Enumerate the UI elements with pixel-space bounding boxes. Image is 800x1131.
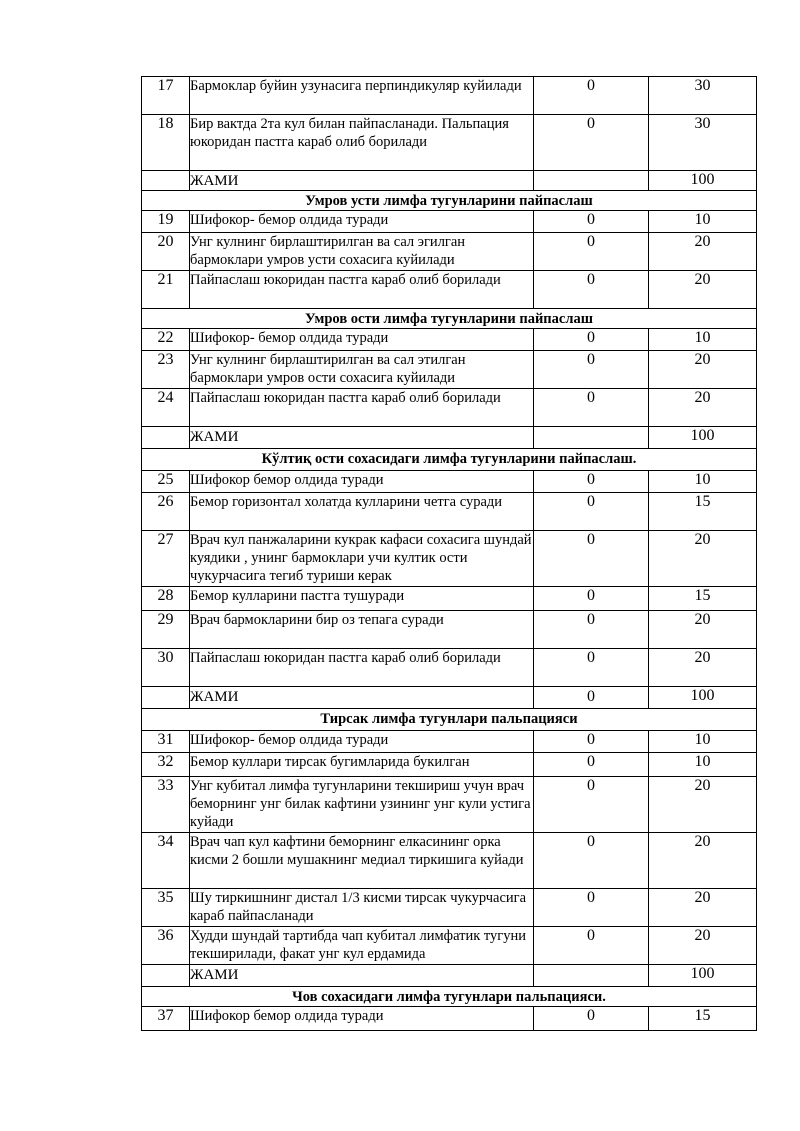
step-description: Врач чап кул кафтини беморнинг елкасининг орка кисми 2 бошли мушакнинг медиал тиркишига куйади [190,833,534,889]
step-description: Шифокор- бемор олдида туради [190,731,534,753]
row-number-cell: 31 [142,731,190,753]
max-score-cell: 20 [649,777,757,833]
table-row [142,233,757,271]
checklist-table [141,76,757,1031]
score-cell: 0 [534,271,649,309]
row-number-cell: 37 [142,1007,190,1031]
total-label: ЖАМИ [190,171,534,191]
max-score-cell: 10 [649,753,757,777]
max-score-cell: 10 [649,211,757,233]
row-number-cell: 33 [142,777,190,833]
table-row [142,611,757,649]
score-cell: 0 [534,77,649,115]
max-score-cell: 20 [649,833,757,889]
score-cell: 0 [534,211,649,233]
row-number-cell [142,965,190,987]
section-header-row [142,709,757,731]
table-row [142,351,757,389]
row-number-cell: 29 [142,611,190,649]
row-number-cell: 25 [142,471,190,493]
score-cell: 0 [534,471,649,493]
step-description: Врач бармокларини бир оз тепага суради [190,611,534,649]
max-score-cell: 100 [649,965,757,987]
row-number-cell: 24 [142,389,190,427]
max-score-cell: 20 [649,889,757,927]
max-score-cell: 10 [649,329,757,351]
table-row [142,77,757,115]
score-cell: 0 [534,649,649,687]
max-score-cell: 15 [649,1007,757,1031]
score-cell [534,427,649,449]
max-score-cell: 20 [649,351,757,389]
step-description: Шифокор- бемор олдида туради [190,329,534,351]
section-title: Чов сохасидаги лимфа тугунлари пальпацияси. [142,987,757,1007]
total-row [142,171,757,191]
table-row [142,649,757,687]
row-number-cell: 28 [142,587,190,611]
section-header-row [142,191,757,211]
score-cell: 0 [534,731,649,753]
max-score-cell: 10 [649,471,757,493]
total-row [142,427,757,449]
section-header-row [142,987,757,1007]
row-number-cell: 17 [142,77,190,115]
step-description: Пайпаслаш юкоридан пастга караб олиб борилади [190,389,534,427]
section-title: Умров усти лимфа тугунларини пайпаслаш [142,191,757,211]
score-cell: 0 [534,927,649,965]
row-number-cell [142,171,190,191]
step-description: Худди шундай тартибда чап кубитал лимфатик тугуни текширилади, факат унг кул ердамида [190,927,534,965]
table-row [142,271,757,309]
step-description: Пайпаслаш юкоридан пастга караб олиб борилади [190,271,534,309]
max-score-cell: 30 [649,115,757,171]
row-number-cell: 35 [142,889,190,927]
table-row [142,927,757,965]
section-title: Кўлтиқ ости сохасидаги лимфа тугунларини пайпаслаш. [142,449,757,471]
step-description: Шифокор бемор олдида туради [190,471,534,493]
table-row [142,753,757,777]
table-row [142,389,757,427]
table-row [142,833,757,889]
score-cell: 0 [534,351,649,389]
table-row [142,531,757,587]
max-score-cell: 20 [649,389,757,427]
section-header-row [142,449,757,471]
table-row [142,731,757,753]
score-cell: 0 [534,329,649,351]
step-description: Врач кул панжаларини кукрак кафаси сохасига шундай куядики , унинг бармоклари учи култик ости чукурчасига тегиб туриши керак [190,531,534,587]
section-title: Умров ости лимфа тугунларини пайпаслаш [142,309,757,329]
step-description: Шу тиркишнинг дистал 1/3 кисми тирсак чукурчасига караб пайпасланади [190,889,534,927]
step-description: Унг кубитал лимфа тугунларини текшириш учун врач беморнинг унг билак кафтини узининг унг кули устига куйади [190,777,534,833]
row-number-cell: 20 [142,233,190,271]
score-cell: 0 [534,233,649,271]
max-score-cell: 20 [649,927,757,965]
section-header-row [142,309,757,329]
row-number-cell: 27 [142,531,190,587]
max-score-cell: 100 [649,687,757,709]
table-row [142,115,757,171]
max-score-cell: 15 [649,587,757,611]
score-cell: 0 [534,531,649,587]
step-description: Бир вактда 2та кул билан пайпасланади. Пальпация юкоридан пастга караб олиб борилади [190,115,534,171]
total-label: ЖАМИ [190,687,534,709]
section-title: Тирсак лимфа тугунлари пальпацияси [142,709,757,731]
score-cell: 0 [534,777,649,833]
score-cell: 0 [534,889,649,927]
table-row [142,211,757,233]
max-score-cell: 100 [649,427,757,449]
step-description: Унг кулнинг бирлаштирилган ва сал эгилган бармоклари умров усти сохасига куйилади [190,233,534,271]
row-number-cell: 18 [142,115,190,171]
step-description: Бемор куллари тирсак бугимларида букилган [190,753,534,777]
score-cell [534,171,649,191]
table-row [142,1007,757,1031]
max-score-cell: 20 [649,611,757,649]
score-cell: 0 [534,389,649,427]
row-number-cell: 23 [142,351,190,389]
max-score-cell: 100 [649,171,757,191]
max-score-cell: 10 [649,731,757,753]
row-number-cell: 19 [142,211,190,233]
table-row [142,471,757,493]
table-row [142,329,757,351]
table-row [142,777,757,833]
step-description: Бемор кулларини пастга тушуради [190,587,534,611]
table-row [142,587,757,611]
step-description: Унг кулнинг бирлаштирилган ва сал этилган бармоклари умров ости сохасига куйилади [190,351,534,389]
step-description: Бемор горизонтал холатда кулларини четга суради [190,493,534,531]
score-cell: 0 [534,1007,649,1031]
max-score-cell: 20 [649,233,757,271]
score-cell: 0 [534,611,649,649]
score-cell: 0 [534,115,649,171]
max-score-cell: 20 [649,271,757,309]
row-number-cell: 34 [142,833,190,889]
row-number-cell: 21 [142,271,190,309]
score-cell: 0 [534,753,649,777]
score-cell: 0 [534,493,649,531]
row-number-cell: 22 [142,329,190,351]
score-cell: 0 [534,687,649,709]
total-label: ЖАМИ [190,965,534,987]
row-number-cell [142,427,190,449]
step-description: Шифокор бемор олдида туради [190,1007,534,1031]
step-description: Шифокор- бемор олдида туради [190,211,534,233]
score-cell: 0 [534,833,649,889]
row-number-cell: 30 [142,649,190,687]
row-number-cell: 32 [142,753,190,777]
row-number-cell: 26 [142,493,190,531]
max-score-cell: 20 [649,531,757,587]
total-row [142,965,757,987]
step-description: Бармоклар буйин узунасига перпиндикуляр куйилади [190,77,534,115]
max-score-cell: 20 [649,649,757,687]
row-number-cell: 36 [142,927,190,965]
score-cell: 0 [534,587,649,611]
table-row [142,493,757,531]
max-score-cell: 15 [649,493,757,531]
row-number-cell [142,687,190,709]
total-row [142,687,757,709]
step-description: Пайпаслаш юкоридан пастга караб олиб борилади [190,649,534,687]
max-score-cell: 30 [649,77,757,115]
table-row [142,889,757,927]
score-cell [534,965,649,987]
total-label: ЖАМИ [190,427,534,449]
